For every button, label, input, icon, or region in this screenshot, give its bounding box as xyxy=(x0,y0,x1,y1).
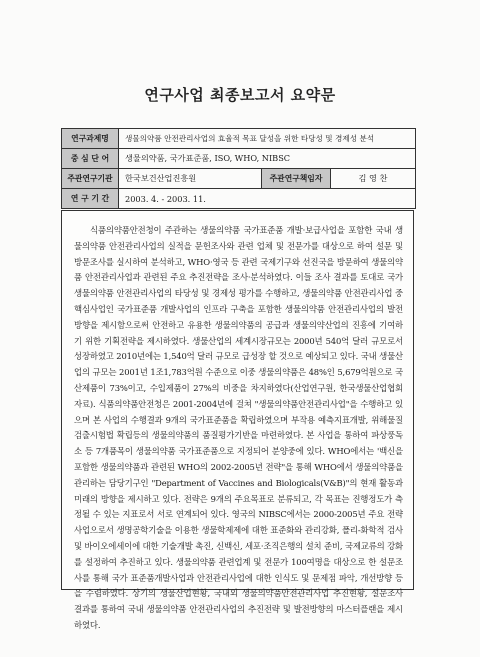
info-row-keywords xyxy=(62,149,416,169)
document-title: 연구사업 최종보고서 요약문 xyxy=(144,86,336,104)
institution-label: 주관연구기관 xyxy=(62,169,119,189)
summary-box xyxy=(61,210,414,630)
keywords-value: 생물의약품, 국가표준품, ISO, WHO, NIBSC xyxy=(119,149,416,169)
info-row-project xyxy=(62,129,416,149)
period-label: 연 구 기 간 xyxy=(62,189,119,209)
researcher-value: 김 영 찬 xyxy=(331,169,416,189)
project-value: 생물의약품 안전관리사업의 효율적 목표 달성을 위한 타당성 및 경제성 분석 xyxy=(119,129,416,149)
institution-value: 한국보건산업진흥원 xyxy=(119,169,262,189)
summary-text: 식품의약품안전청이 주관하는 생물의약품 국가표준품 개발·보급사업을 포함한 국내 생물의약품 안전관리사업의 실적을 문헌조사와 관련 업체 및 전문가를 대상으로 하여 설문 및 방문조사를 실시하여 분석하고, WHO·영국 등 관련 국제기구와 선진국을 방문하여 생물의약품 안전관리사업과 관련된 주요 추진전략을 조사·분석하였다. 이들 조사 결과를 토대로 국가 생물의약품 안전관리사업의 타당성 및 경제성 평가를 수행하고, 생물의약품 안전관리사업 중 핵심사업인 국가표준품 개발사업의 인프라 구축을 포함한 생물의약품 안전관리사업의 발전방향을 제시함으로써 안전하고 유용한 생물의약품의 공급과 생물의약산업의 진흥에 기여하기 위한 기획전략을 제시하였다. 생물산업의 세계시장규모는 2000년 540억 달러 규모로서 성장하였고 2010년에는 1,540억 달러 규모로 급성장 할 것으로 예상되고 있다. 국내 생물산업의 규모는 2001년 1조1,783억원 수준으로 이중 생물의약품은 48%인 5,679억원으로 국산제품이 73%이고, 수입제품이 27%의 비중을 차지하였다(산업연구원, 한국생물산업협회자료). 식품의약품안전청은 2001-2004년에 걸쳐 "생물의약품안전관리사업"을 수행하고 있으며 본 사업의 수행결과 9개의 국가표준품을 확립하였으며 부작용 예측지표개발, 위해물질검출시험법 확립등의 생물의약품의 품질평가기반을 마련하였다. 본 사업을 통하여 파상풍독소 등 7개품목이 생물의약품 국가표준품으로 지정되어 분양중에 있다. WHO에서는 '백신을 포함한 생물의약품과 관련된 WHO의 2002-2005년 전략"을 통해 WHO에서 생물의약품을 관리하는 담당기구인 "Department of Vaccines and Biologicals(V&B)"의 현재 활동과 미래의 방향을 제시하고 있다. 전략은 9개의 주요목표로 분류되고, 각 목표는 진행정도가 측정될 수 있는 지표로서 서로 연계되어 있다. 영국의 NIBSC에서는 2000-2005년 주요 전략사업으로서 생명공학기술을 이용한 생물학제제에 대한 표준화와 관리강화, 폴리-화학적 검사 및 바이오에세이에 대한 기술개발 촉진, 신백신, 세포·조직은행의 설치 준비, 국제교류의 강화를 설정하여 추진하고 있다. 생물의약품 관련업계 및 전문가 100여명을 대상으로 한 설문조사를 통해 국가 표준품개발사업과 안전관리사업에 대한 인식도 및 문제점 파악, 개선방향 등을 수렴하였다. 상기의 생물산업현황, 국내외 생물의약품안전관리사업 추진현황, 설문조사 결과를 통하여 국내 생물의약품 안전관리사업의 추진전략 및 발전방향의 마스터플랜을 제시하였다. xyxy=(74,225,403,630)
period-value: 2003. 4. - 2003. 11. xyxy=(119,189,416,209)
info-row-institution xyxy=(62,169,416,189)
info-row-period xyxy=(62,189,416,209)
keywords-label: 중 심 단 어 xyxy=(62,149,119,169)
researcher-label: 주관연구책임자 xyxy=(262,169,331,189)
project-info-table xyxy=(61,128,416,209)
project-label: 연구과제명 xyxy=(62,129,119,149)
